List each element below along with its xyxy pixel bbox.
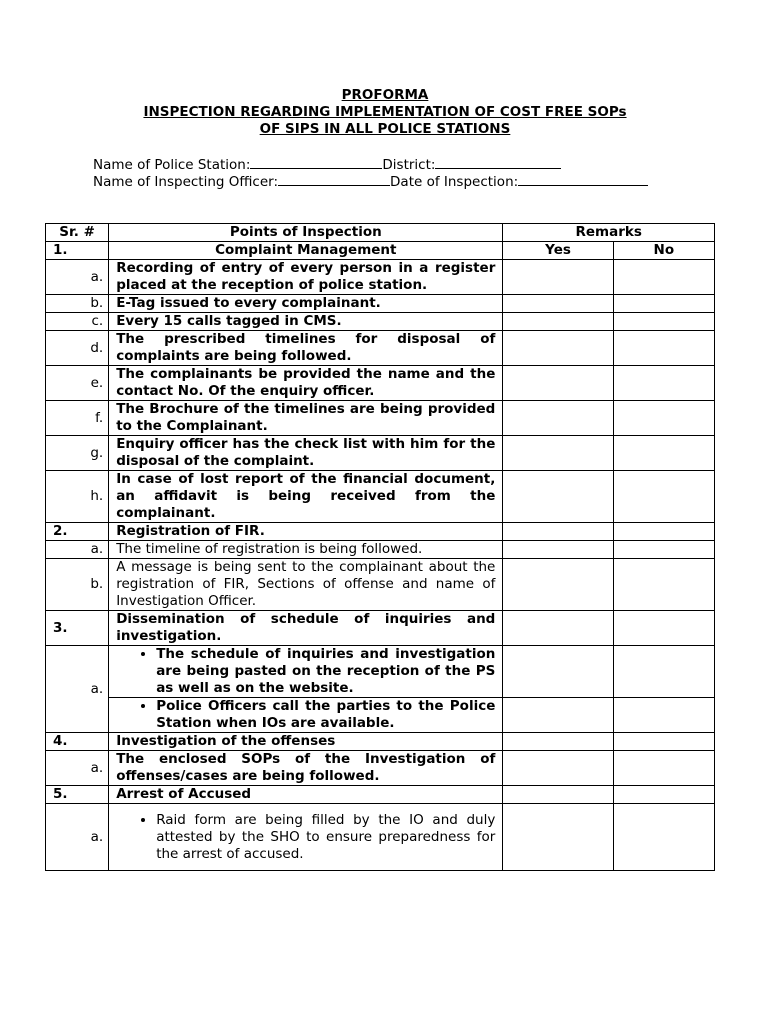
title-inspection: INSPECTION REGARDING IMPLEMENTATION OF COST FREE SOPs (143, 104, 627, 120)
header-remarks: Remarks (503, 224, 715, 242)
yes-cell[interactable] (503, 471, 613, 523)
item-letter: a. (46, 751, 109, 786)
section-title: Investigation of the offenses (109, 733, 503, 751)
no-cell[interactable] (613, 313, 714, 331)
section-title: Arrest of Accused (109, 786, 503, 804)
item-letter: a. (46, 804, 109, 871)
title-sips: OF SIPS IN ALL POLICE STATIONS (259, 121, 511, 137)
item-text: The enclosed SOPs of the Investigation of offenses/cases are being followed. (109, 751, 503, 786)
inspection-table (45, 223, 715, 871)
no-cell[interactable] (613, 541, 714, 559)
yes-cell[interactable] (503, 646, 613, 698)
table-row (46, 436, 715, 471)
item-text: The complainants be provided the name and the contact No. Of the enquiry officer. (109, 366, 503, 401)
title-proforma: PROFORMA (341, 87, 429, 103)
table-row (46, 559, 715, 611)
district-field[interactable] (435, 156, 561, 169)
no-cell[interactable] (613, 733, 714, 751)
item-text: In case of lost report of the financial document, an affidavit is being received from the complainant. (109, 471, 503, 523)
document-title (0, 87, 770, 138)
yes-cell[interactable] (503, 331, 613, 366)
item-text: Enquiry officer has the check list with him for the disposal of the complaint. (109, 436, 503, 471)
yes-cell[interactable] (503, 541, 613, 559)
item-text: E-Tag issued to every complainant. (109, 295, 503, 313)
yes-cell[interactable] (503, 260, 613, 295)
header-no: No (613, 242, 714, 260)
header-sr: Sr. # (46, 224, 109, 242)
bullet-item: • The schedule of inquiries and investigation are being pasted on the reception of the PS as well as on the website. (156, 646, 495, 697)
item-text (109, 698, 503, 733)
yes-cell[interactable] (503, 436, 613, 471)
section-row (46, 611, 715, 646)
section-number: 3. (46, 611, 109, 646)
table-row (46, 313, 715, 331)
no-cell[interactable] (613, 366, 714, 401)
item-letter: a. (46, 646, 109, 733)
item-text: A message is being sent to the complainant about the registration of FIR, Sections of offense and name of Investigation Officer. (109, 559, 503, 611)
no-cell[interactable] (613, 611, 714, 646)
yes-cell[interactable] (503, 313, 613, 331)
no-cell[interactable] (613, 523, 714, 541)
section-title: Registration of FIR. (109, 523, 503, 541)
item-letter: b. (46, 559, 109, 611)
section-row (46, 242, 715, 260)
bullet-item: • Police Officers call the parties to the Police Station when IOs are available. (156, 698, 495, 732)
item-letter: c. (46, 313, 109, 331)
no-cell[interactable] (613, 401, 714, 436)
item-letter: a. (46, 541, 109, 559)
no-cell[interactable] (613, 436, 714, 471)
table-row (46, 646, 715, 698)
district-label: District: (382, 157, 436, 173)
police-station-field[interactable] (250, 156, 382, 169)
yes-cell[interactable] (503, 523, 613, 541)
table-row (46, 295, 715, 313)
table-row (46, 260, 715, 295)
no-cell[interactable] (613, 559, 714, 611)
no-cell[interactable] (613, 786, 714, 804)
yes-cell[interactable] (503, 733, 613, 751)
yes-cell[interactable] (503, 751, 613, 786)
item-text: The timeline of registration is being followed. (109, 541, 503, 559)
table-row (46, 331, 715, 366)
table-row (46, 751, 715, 786)
police-station-label: Name of Police Station: (93, 157, 251, 173)
table-row (46, 471, 715, 523)
header-points: Points of Inspection (109, 224, 503, 242)
section-number: 4. (46, 733, 109, 751)
item-letter: h. (46, 471, 109, 523)
no-cell[interactable] (613, 295, 714, 313)
yes-cell[interactable] (503, 611, 613, 646)
table-row (46, 804, 715, 871)
section-title: Dissemination of schedule of inquiries and investigation. (109, 611, 503, 646)
yes-cell[interactable] (503, 366, 613, 401)
yes-cell[interactable] (503, 559, 613, 611)
no-cell[interactable] (613, 471, 714, 523)
inspecting-officer-field[interactable] (278, 173, 390, 186)
item-text: Every 15 calls tagged in CMS. (109, 313, 503, 331)
item-letter: b. (46, 295, 109, 313)
no-cell[interactable] (613, 751, 714, 786)
item-text: Recording of entry of every person in a register placed at the reception of police station. (109, 260, 503, 295)
no-cell[interactable] (613, 698, 714, 733)
no-cell[interactable] (613, 804, 714, 871)
form-row-officer (93, 173, 648, 191)
section-row (46, 523, 715, 541)
item-text (109, 804, 503, 871)
table-row (46, 541, 715, 559)
item-text: The Brochure of the timelines are being provided to the Complainant. (109, 401, 503, 436)
yes-cell[interactable] (503, 295, 613, 313)
no-cell[interactable] (613, 646, 714, 698)
section-row (46, 733, 715, 751)
section-title: Complaint Management (109, 242, 503, 260)
yes-cell[interactable] (503, 698, 613, 733)
item-letter: d. (46, 331, 109, 366)
table-row (46, 366, 715, 401)
item-letter: e. (46, 366, 109, 401)
item-text (109, 646, 503, 698)
item-letter: g. (46, 436, 109, 471)
inspecting-officer-label: Name of Inspecting Officer: (93, 174, 279, 190)
item-letter: a. (46, 260, 109, 295)
header-yes: Yes (503, 242, 613, 260)
item-text: The prescribed timelines for disposal of complaints are being followed. (109, 331, 503, 366)
no-cell[interactable] (613, 331, 714, 366)
table-row (46, 401, 715, 436)
date-label: Date of Inspection: (390, 174, 519, 190)
form-row-station (93, 156, 561, 174)
yes-cell[interactable] (503, 804, 613, 871)
item-letter: f. (46, 401, 109, 436)
section-number: 1. (46, 242, 109, 260)
yes-cell[interactable] (503, 786, 613, 804)
section-number: 5. (46, 786, 109, 804)
section-number: 2. (46, 523, 109, 541)
date-field[interactable] (518, 173, 648, 186)
table-row (46, 698, 715, 733)
header-row (46, 224, 715, 242)
bullet-item: • Raid form are being filled by the IO and duly attested by the SHO to ensure preparedness for the arrest of accused. (156, 812, 495, 863)
no-cell[interactable] (613, 260, 714, 295)
yes-cell[interactable] (503, 401, 613, 436)
section-row (46, 786, 715, 804)
